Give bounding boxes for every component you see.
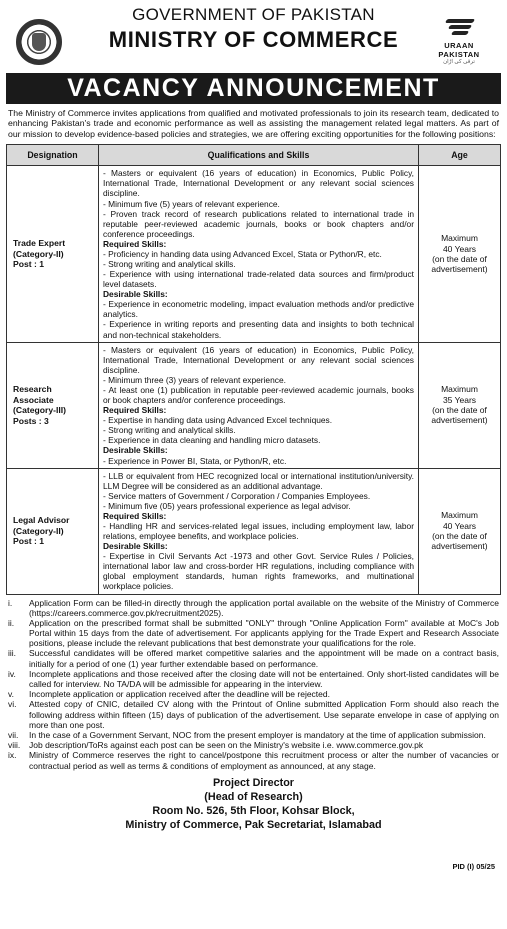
designation-line: (Category-II): [13, 525, 64, 536]
instruction-text: Ministry of Commerce reserves the right to cancel/postpone this recruitment process or alter the number of vacancies or contractual period as well as terms & conditions of employment as announced, at any stage.: [29, 750, 499, 771]
instruction-number: vii.: [8, 729, 19, 740]
age-line: advertisement): [431, 541, 488, 552]
table-row: [7, 166, 501, 342]
instruction-text: Application on the prescribed format shall be submitted "ONLY" through "Online Application Form" available at MoC's Job Portal within 15 days from the date of advertisement. For applicants applying for the Trade Expert and Research Associate positions, please include the relevant publications that best demonstrate your qualifications for the role.: [29, 617, 499, 649]
qualification-item: - Masters or equivalent (16 years of education) in Economics, Public Policy, International Trade, International Development or any relevant social sciences discipline.: [103, 168, 414, 199]
designation-line: (Category-III): [13, 405, 66, 416]
header-age: Age: [419, 145, 501, 166]
qualification-item: - Handling HR and services-related legal issues, including employment law, labor relations, employee benefits, and workplace policies.: [103, 520, 414, 542]
vacancy-banner: VACANCY ANNOUNCEMENT: [6, 73, 501, 104]
uraan-logo-tagline: ترقی کی اڑان: [443, 59, 475, 66]
designation-line: Posts : 3: [13, 415, 49, 426]
footer-line: Project Director: [212, 776, 294, 789]
qualification-item: - Expertise in handing data using Advanced Excel techniques.: [103, 415, 333, 426]
instruction-item: [8, 740, 499, 750]
age-line: advertisement): [431, 415, 488, 426]
designation-line: Research: [13, 384, 52, 395]
age-cell: [419, 468, 501, 594]
qualification-item: - Experience with using international trade-related data sources and firm/product level datasets.: [103, 269, 414, 290]
header-qualifications: Qualifications and Skills: [99, 145, 419, 166]
instruction-text: Application Form can be filled-in directly through the application portal available on the website of the Ministry of Commerce (https://careers.commerce.gov.pk/recruitment2025).: [29, 597, 499, 618]
age-line: (on the date of: [432, 531, 487, 542]
skills-heading: Desirable Skills:: [103, 289, 168, 300]
qualification-item: - Experience in data cleaning and handling micro datasets.: [103, 435, 321, 446]
skills-heading: Desirable Skills:: [103, 541, 168, 552]
header-designation: Designation: [7, 145, 99, 166]
instruction-text: Job description/ToRs against each post can be seen on the Ministry's website i.e. www.commerce.gov.pk: [29, 740, 424, 751]
designation-line: Trade Expert: [13, 238, 66, 249]
instruction-item: [8, 598, 499, 618]
age-line: (on the date of: [432, 405, 487, 416]
age-line: 40 Years: [442, 243, 477, 254]
instruction-item: [8, 618, 499, 649]
instruction-text: Successful candidates will be offered market competitive salaries and the appointment will be made on a contract basis, initially for a period of one (1) year further extendable based on performance.: [29, 648, 499, 669]
designation-line: Post : 1: [13, 536, 45, 547]
qualification-item: - Strong writing and analytical skills.: [103, 259, 236, 270]
designation-line: Associate: [13, 394, 54, 405]
instruction-number: v.: [8, 689, 14, 700]
qualification-item: - Proficiency in handing data using Advanced Excel, Stata or Python/R, etc.: [103, 248, 382, 259]
contact-address: [6, 776, 501, 833]
instruction-number: vi.: [8, 699, 17, 710]
instructions-list: [6, 595, 501, 771]
age-line: Maximum: [441, 233, 478, 244]
qualification-item: - Experience in writing reports and presenting data and insights to both technical and non-technical stakeholders.: [103, 319, 414, 340]
designation-line: Post : 1: [13, 259, 45, 270]
skills-heading: Required Skills:: [103, 405, 167, 416]
instruction-item: [8, 730, 499, 740]
age-line: 40 Years: [442, 520, 477, 531]
qualification-item: - At least one (1) publication in reputable peer-reviewed academic journals, books or book chapters and/or conference proceedings.: [103, 384, 414, 406]
ministry-title: MINISTRY OF COMMERCE: [108, 26, 399, 52]
government-title: GOVERNMENT OF PAKISTAN: [132, 5, 375, 24]
instruction-number: iii.: [8, 648, 17, 659]
qualification-item: - Minimum five (05) years professional experience as legal advisor.: [103, 500, 351, 511]
instruction-text: Incomplete application or application received after the deadline will be rejected.: [29, 689, 330, 700]
uraan-pakistan-logo: [429, 15, 489, 66]
qualifications-cell: [99, 166, 419, 342]
instruction-number: viii.: [8, 740, 21, 751]
government-emblem-icon: [16, 19, 62, 65]
skills-heading: Required Skills:: [103, 510, 167, 521]
age-cell: [419, 342, 501, 468]
qualification-item: - Strong writing and analytical skills.: [103, 425, 236, 436]
table-row: [7, 468, 501, 594]
qualification-item: - Experience in Power BI, Stata, or Python/R, etc.: [103, 455, 287, 466]
qualifications-cell: [99, 468, 419, 594]
qualification-item: - Experience in econometric modeling, impact evaluation methods and/or predictive analytics.: [103, 299, 414, 320]
instruction-number: iv.: [8, 668, 16, 679]
designation-line: Legal Advisor: [13, 515, 70, 526]
skills-heading: Required Skills:: [103, 238, 167, 249]
uraan-wings-icon: [442, 15, 476, 41]
header: [6, 5, 501, 73]
qualification-item: - Masters or equivalent (16 years of education) in Economics, Public Policy, International Trade, International Development or any relevant social sciences discipline.: [103, 344, 414, 375]
instruction-text: Attested copy of CNIC, detailed CV along with the Printout of Online submitted Application Form should also reach the following address within fifteen (15) days of publication of the advertisement. Use separate envelope in case of applying on more than one post.: [29, 699, 499, 730]
instruction-text: Incomplete applications and those received after the closing date will not be entertained. Only short-listed candidates will be called for interview. No TA/DA will be admissible for appearing in the interview.: [29, 668, 499, 690]
designation-line: (Category-II): [13, 248, 64, 259]
intro-paragraph: The Ministry of Commerce invites applications from qualified and motivated professionals to join its research team, dedicated to enhancing Pakistan's trade and economic performance as well as assisting the management related legal matters. As part of our mission to develop evidence-based policies and strategies, we are offering exciting opportunities for the following positions:: [8, 108, 499, 139]
instruction-number: ii.: [8, 617, 15, 628]
qualification-item: - Proven track record of research publications related to international trade in reputable peer-reviewed academic journals, books or book chapters and/or conference proceedings.: [103, 208, 414, 239]
age-line: 35 Years: [442, 394, 477, 405]
age-line: (on the date of: [432, 253, 487, 264]
instruction-item: [8, 648, 499, 668]
footer-line: (Head of Research): [204, 790, 303, 803]
skills-heading: Desirable Skills:: [103, 445, 168, 456]
instruction-item: [8, 689, 499, 699]
age-line: Maximum: [441, 384, 478, 395]
instruction-number: ix.: [8, 750, 17, 761]
qualification-item: - Minimum three (3) years of relevant experience.: [103, 374, 286, 385]
instruction-item: [8, 669, 499, 689]
uraan-logo-title: URAAN PAKISTAN: [438, 41, 480, 60]
age-line: advertisement): [431, 264, 488, 275]
footer-line: Room No. 526, 5th Floor, Kohsar Block,: [152, 805, 355, 818]
qualification-item: - Minimum five (5) years of relevant experience.: [103, 198, 280, 209]
pid-number: PID (I) 05/25: [452, 861, 495, 871]
instruction-item: [8, 750, 499, 770]
designation-cell: [7, 468, 99, 594]
instruction-text: In the case of a Government Servant, NOC from the present employer is mandatory at the time of application submission.: [29, 729, 486, 740]
age-line: Maximum: [441, 510, 478, 521]
table-row: [7, 342, 501, 468]
table-header-row: [7, 145, 501, 166]
qualifications-cell: [99, 342, 419, 468]
qualification-item: - Expertise in Civil Servants Act -1973 and other Govt. Service Rules / Policies, international labor law and cross-border HR regulations, including compliance with global employment standards, human rights frameworks, and multinational workplace policies.: [103, 551, 414, 592]
designation-cell: [7, 166, 99, 342]
vacancy-table: [6, 144, 501, 594]
qualification-item: - Service matters of Government / Corporation / Companies Employees.: [103, 490, 371, 501]
instruction-item: [8, 699, 499, 730]
qualification-item: - LLB or equivalent from HEC recognized local or international institution/university. LLM Degree will be considered as an additional advantage.: [103, 470, 414, 491]
age-cell: [419, 166, 501, 342]
footer-line: Ministry of Commerce, Pak Secretariat, Islamabad: [125, 819, 382, 832]
designation-cell: [7, 342, 99, 468]
instruction-number: i.: [8, 597, 13, 608]
